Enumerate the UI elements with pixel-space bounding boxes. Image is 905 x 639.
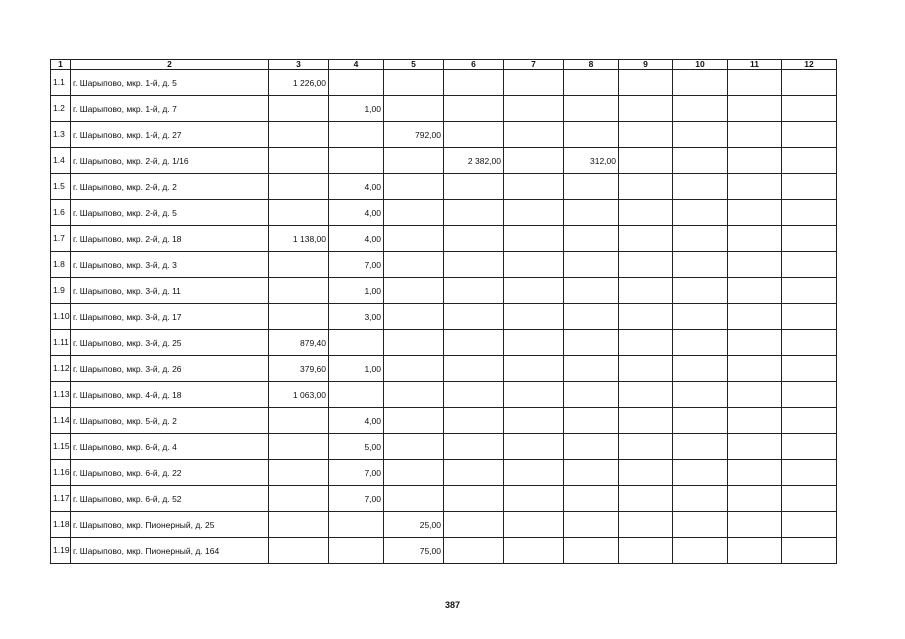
value-cell-col-6 [444, 304, 504, 330]
table-row [51, 434, 837, 460]
value-cell-col-8 [564, 330, 619, 356]
value-cell-col-9 [619, 382, 673, 408]
value-cell-col-12 [782, 408, 837, 434]
value-cell-col-10 [673, 512, 728, 538]
value-cell-col-5 [384, 408, 444, 434]
table-row [51, 148, 837, 174]
value-cell-col-8 [564, 382, 619, 408]
value-cell-col-8 [564, 174, 619, 200]
value-cell-col-8 [564, 70, 619, 96]
value-cell-col-3 [269, 252, 329, 278]
value-cell-col-4: 4,00 [329, 174, 384, 200]
value-cell-col-11 [728, 538, 782, 564]
table-row [51, 382, 837, 408]
value-cell-col-7 [504, 512, 564, 538]
value-cell-col-10 [673, 252, 728, 278]
value-cell-col-4: 5,00 [329, 434, 384, 460]
value-cell-col-12 [782, 226, 837, 252]
address-cell: г. Шарыпово, мкр. 6-й, д. 52 [71, 486, 269, 512]
address-cell: г. Шарыпово, мкр. Пионерный, д. 25 [71, 512, 269, 538]
value-cell-col-6 [444, 382, 504, 408]
row-number: 1.16 [51, 460, 71, 486]
value-cell-col-4: 1,00 [329, 96, 384, 122]
value-cell-col-4 [329, 538, 384, 564]
value-cell-col-7 [504, 382, 564, 408]
value-cell-col-12 [782, 460, 837, 486]
value-cell-col-12 [782, 434, 837, 460]
value-cell-col-4 [329, 512, 384, 538]
value-cell-col-9 [619, 148, 673, 174]
value-cell-col-9 [619, 122, 673, 148]
row-number: 1.1 [51, 70, 71, 96]
value-cell-col-8 [564, 356, 619, 382]
value-cell-col-5 [384, 304, 444, 330]
value-cell-col-12 [782, 278, 837, 304]
value-cell-col-10 [673, 304, 728, 330]
value-cell-col-12 [782, 486, 837, 512]
table-row [51, 174, 837, 200]
value-cell-col-8 [564, 304, 619, 330]
value-cell-col-11 [728, 278, 782, 304]
column-header-2: 2 [71, 60, 269, 70]
column-header-11: 11 [728, 60, 782, 70]
value-cell-col-10 [673, 356, 728, 382]
value-cell-col-9 [619, 200, 673, 226]
column-header-4: 4 [329, 60, 384, 70]
value-cell-col-6 [444, 226, 504, 252]
address-cell: г. Шарыпово, мкр. 2-й, д. 1/16 [71, 148, 269, 174]
value-cell-col-12 [782, 70, 837, 96]
value-cell-col-6 [444, 434, 504, 460]
address-cell: г. Шарыпово, мкр. Пионерный, д. 164 [71, 538, 269, 564]
row-number: 1.6 [51, 200, 71, 226]
row-number: 1.14 [51, 408, 71, 434]
value-cell-col-11 [728, 96, 782, 122]
value-cell-col-11 [728, 460, 782, 486]
value-cell-col-12 [782, 512, 837, 538]
value-cell-col-5 [384, 200, 444, 226]
table-row [51, 330, 837, 356]
row-number: 1.4 [51, 148, 71, 174]
value-cell-col-5 [384, 174, 444, 200]
value-cell-col-6 [444, 356, 504, 382]
value-cell-col-11 [728, 70, 782, 96]
address-cell: г. Шарыпово, мкр. 1-й, д. 7 [71, 96, 269, 122]
value-cell-col-11 [728, 200, 782, 226]
address-cell: г. Шарыпово, мкр. 5-й, д. 2 [71, 408, 269, 434]
value-cell-col-4: 1,00 [329, 278, 384, 304]
value-cell-col-11 [728, 174, 782, 200]
value-cell-col-6 [444, 408, 504, 434]
value-cell-col-4: 7,00 [329, 460, 384, 486]
value-cell-col-3 [269, 96, 329, 122]
column-header-5: 5 [384, 60, 444, 70]
value-cell-col-6 [444, 278, 504, 304]
value-cell-col-7 [504, 304, 564, 330]
row-number: 1.11 [51, 330, 71, 356]
value-cell-col-4: 4,00 [329, 408, 384, 434]
column-header-7: 7 [504, 60, 564, 70]
value-cell-col-3: 1 063,00 [269, 382, 329, 408]
value-cell-col-3 [269, 122, 329, 148]
value-cell-col-7 [504, 252, 564, 278]
value-cell-col-10 [673, 96, 728, 122]
value-cell-col-5: 75,00 [384, 538, 444, 564]
value-cell-col-7 [504, 356, 564, 382]
column-header-1: 1 [51, 60, 71, 70]
value-cell-col-8 [564, 486, 619, 512]
value-cell-col-12 [782, 148, 837, 174]
value-cell-col-3: 879,40 [269, 330, 329, 356]
value-cell-col-10 [673, 330, 728, 356]
row-number: 1.18 [51, 512, 71, 538]
row-number: 1.2 [51, 96, 71, 122]
value-cell-col-6 [444, 122, 504, 148]
table-row [51, 356, 837, 382]
value-cell-col-9 [619, 538, 673, 564]
value-cell-col-3 [269, 278, 329, 304]
value-cell-col-4: 4,00 [329, 200, 384, 226]
value-cell-col-9 [619, 174, 673, 200]
value-cell-col-11 [728, 330, 782, 356]
value-cell-col-10 [673, 382, 728, 408]
value-cell-col-11 [728, 434, 782, 460]
value-cell-col-5 [384, 434, 444, 460]
value-cell-col-12 [782, 356, 837, 382]
row-number: 1.15 [51, 434, 71, 460]
value-cell-col-7 [504, 122, 564, 148]
value-cell-col-12 [782, 252, 837, 278]
value-cell-col-10 [673, 278, 728, 304]
value-cell-col-12 [782, 304, 837, 330]
value-cell-col-3 [269, 174, 329, 200]
row-number: 1.19 [51, 538, 71, 564]
value-cell-col-9 [619, 96, 673, 122]
value-cell-col-8 [564, 226, 619, 252]
table-row [51, 304, 837, 330]
value-cell-col-5 [384, 382, 444, 408]
value-cell-col-3 [269, 512, 329, 538]
value-cell-col-7 [504, 174, 564, 200]
column-header-6: 6 [444, 60, 504, 70]
value-cell-col-8 [564, 408, 619, 434]
value-cell-col-8 [564, 278, 619, 304]
address-cell: г. Шарыпово, мкр. 3-й, д. 25 [71, 330, 269, 356]
value-cell-col-10 [673, 538, 728, 564]
value-cell-col-7 [504, 330, 564, 356]
value-cell-col-8 [564, 538, 619, 564]
address-cell: г. Шарыпово, мкр. 3-й, д. 11 [71, 278, 269, 304]
value-cell-col-6: 2 382,00 [444, 148, 504, 174]
value-cell-col-11 [728, 304, 782, 330]
value-cell-col-9 [619, 434, 673, 460]
address-cell: г. Шарыпово, мкр. 3-й, д. 3 [71, 252, 269, 278]
value-cell-col-11 [728, 226, 782, 252]
column-header-9: 9 [619, 60, 673, 70]
value-cell-col-10 [673, 148, 728, 174]
address-cell: г. Шарыпово, мкр. 1-й, д. 27 [71, 122, 269, 148]
value-cell-col-12 [782, 382, 837, 408]
value-cell-col-10 [673, 200, 728, 226]
value-cell-col-9 [619, 70, 673, 96]
value-cell-col-9 [619, 356, 673, 382]
value-cell-col-11 [728, 486, 782, 512]
value-cell-col-4 [329, 382, 384, 408]
value-cell-col-4 [329, 148, 384, 174]
value-cell-col-11 [728, 122, 782, 148]
value-cell-col-8 [564, 460, 619, 486]
value-cell-col-5: 25,00 [384, 512, 444, 538]
value-cell-col-10 [673, 460, 728, 486]
value-cell-col-5 [384, 486, 444, 512]
value-cell-col-7 [504, 434, 564, 460]
data-table [50, 59, 837, 564]
value-cell-col-3 [269, 460, 329, 486]
value-cell-col-4: 4,00 [329, 226, 384, 252]
value-cell-col-7 [504, 538, 564, 564]
value-cell-col-5 [384, 70, 444, 96]
value-cell-col-5 [384, 252, 444, 278]
value-cell-col-12 [782, 538, 837, 564]
value-cell-col-10 [673, 122, 728, 148]
value-cell-col-6 [444, 460, 504, 486]
row-number: 1.7 [51, 226, 71, 252]
value-cell-col-6 [444, 330, 504, 356]
value-cell-col-7 [504, 460, 564, 486]
value-cell-col-7 [504, 96, 564, 122]
value-cell-col-8 [564, 96, 619, 122]
address-cell: г. Шарыпово, мкр. 6-й, д. 22 [71, 460, 269, 486]
value-cell-col-9 [619, 330, 673, 356]
table-row [51, 252, 837, 278]
address-cell: г. Шарыпово, мкр. 2-й, д. 2 [71, 174, 269, 200]
value-cell-col-9 [619, 252, 673, 278]
address-cell: г. Шарыпово, мкр. 6-й, д. 4 [71, 434, 269, 460]
row-number: 1.3 [51, 122, 71, 148]
table-row [51, 96, 837, 122]
value-cell-col-12 [782, 174, 837, 200]
table-row [51, 538, 837, 564]
value-cell-col-6 [444, 96, 504, 122]
value-cell-col-4 [329, 330, 384, 356]
value-cell-col-6 [444, 252, 504, 278]
row-number: 1.9 [51, 278, 71, 304]
value-cell-col-6 [444, 512, 504, 538]
page-number: 387 [444, 600, 461, 610]
value-cell-col-3 [269, 408, 329, 434]
value-cell-col-11 [728, 148, 782, 174]
value-cell-col-6 [444, 174, 504, 200]
value-cell-col-6 [444, 70, 504, 96]
value-cell-col-4: 1,00 [329, 356, 384, 382]
value-cell-col-3 [269, 538, 329, 564]
value-cell-col-9 [619, 460, 673, 486]
value-cell-col-12 [782, 122, 837, 148]
value-cell-col-12 [782, 96, 837, 122]
value-cell-col-5 [384, 356, 444, 382]
row-number: 1.5 [51, 174, 71, 200]
value-cell-col-10 [673, 174, 728, 200]
value-cell-col-3 [269, 486, 329, 512]
row-number: 1.12 [51, 356, 71, 382]
value-cell-col-7 [504, 70, 564, 96]
address-cell: г. Шарыпово, мкр. 2-й, д. 5 [71, 200, 269, 226]
value-cell-col-7 [504, 226, 564, 252]
value-cell-col-7 [504, 486, 564, 512]
value-cell-col-3: 1 138,00 [269, 226, 329, 252]
value-cell-col-11 [728, 252, 782, 278]
value-cell-col-11 [728, 408, 782, 434]
value-cell-col-5: 792,00 [384, 122, 444, 148]
table-row [51, 512, 837, 538]
value-cell-col-8 [564, 252, 619, 278]
value-cell-col-4: 7,00 [329, 486, 384, 512]
table-row [51, 200, 837, 226]
value-cell-col-10 [673, 226, 728, 252]
value-cell-col-11 [728, 382, 782, 408]
value-cell-col-11 [728, 512, 782, 538]
value-cell-col-9 [619, 512, 673, 538]
value-cell-col-5 [384, 96, 444, 122]
value-cell-col-5 [384, 460, 444, 486]
table-row [51, 122, 837, 148]
value-cell-col-4 [329, 122, 384, 148]
value-cell-col-8 [564, 434, 619, 460]
value-cell-col-3 [269, 200, 329, 226]
value-cell-col-9 [619, 226, 673, 252]
row-number: 1.17 [51, 486, 71, 512]
value-cell-col-4: 3,00 [329, 304, 384, 330]
column-header-10: 10 [673, 60, 728, 70]
value-cell-col-6 [444, 200, 504, 226]
value-cell-col-9 [619, 278, 673, 304]
address-cell: г. Шарыпово, мкр. 4-й, д. 18 [71, 382, 269, 408]
address-cell: г. Шарыпово, мкр. 3-й, д. 17 [71, 304, 269, 330]
value-cell-col-12 [782, 200, 837, 226]
address-cell: г. Шарыпово, мкр. 2-й, д. 18 [71, 226, 269, 252]
table-row [51, 278, 837, 304]
value-cell-col-3 [269, 304, 329, 330]
value-cell-col-5 [384, 226, 444, 252]
value-cell-col-5 [384, 330, 444, 356]
table-row [51, 486, 837, 512]
value-cell-col-7 [504, 408, 564, 434]
value-cell-col-7 [504, 148, 564, 174]
row-number: 1.10 [51, 304, 71, 330]
value-cell-col-10 [673, 434, 728, 460]
value-cell-col-8: 312,00 [564, 148, 619, 174]
value-cell-col-3: 379,60 [269, 356, 329, 382]
row-number: 1.8 [51, 252, 71, 278]
value-cell-col-12 [782, 330, 837, 356]
row-number: 1.13 [51, 382, 71, 408]
value-cell-col-5 [384, 278, 444, 304]
value-cell-col-6 [444, 538, 504, 564]
table-row [51, 460, 837, 486]
value-cell-col-8 [564, 200, 619, 226]
header-row [51, 60, 837, 70]
value-cell-col-8 [564, 512, 619, 538]
table-row [51, 226, 837, 252]
column-header-8: 8 [564, 60, 619, 70]
value-cell-col-10 [673, 408, 728, 434]
value-cell-col-7 [504, 200, 564, 226]
value-cell-col-10 [673, 70, 728, 96]
column-header-12: 12 [782, 60, 837, 70]
value-cell-col-10 [673, 486, 728, 512]
value-cell-col-5 [384, 148, 444, 174]
table-row [51, 70, 837, 96]
value-cell-col-4: 7,00 [329, 252, 384, 278]
value-cell-col-8 [564, 122, 619, 148]
column-header-3: 3 [269, 60, 329, 70]
value-cell-col-9 [619, 486, 673, 512]
value-cell-col-9 [619, 304, 673, 330]
value-cell-col-6 [444, 486, 504, 512]
address-cell: г. Шарыпово, мкр. 1-й, д. 5 [71, 70, 269, 96]
value-cell-col-9 [619, 408, 673, 434]
value-cell-col-4 [329, 70, 384, 96]
address-cell: г. Шарыпово, мкр. 3-й, д. 26 [71, 356, 269, 382]
value-cell-col-11 [728, 356, 782, 382]
table-row [51, 408, 837, 434]
value-cell-col-7 [504, 278, 564, 304]
value-cell-col-3 [269, 148, 329, 174]
value-cell-col-3: 1 226,00 [269, 70, 329, 96]
value-cell-col-3 [269, 434, 329, 460]
